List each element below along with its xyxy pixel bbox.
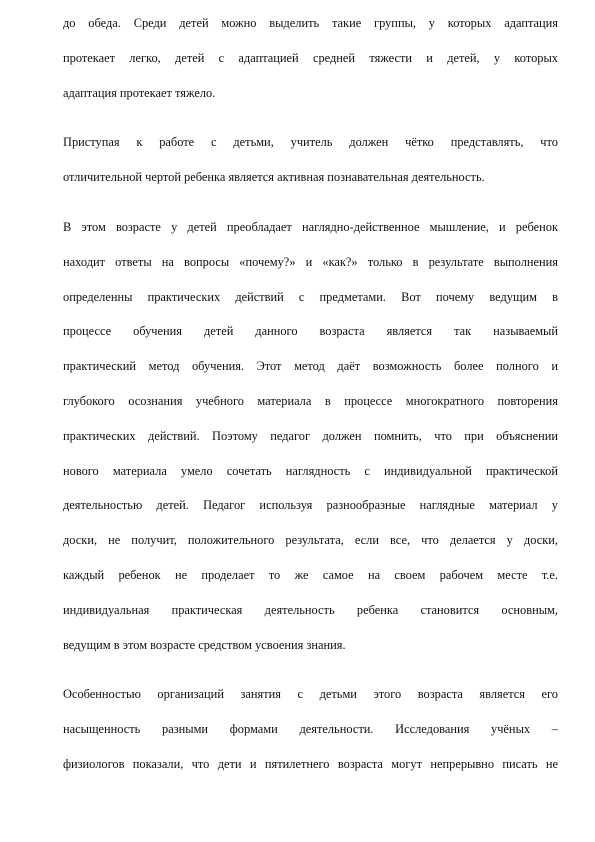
paragraph-1 [63,11,558,115]
paragraph-2 [63,130,558,200]
text-line: Приступая к работе с детьми, учитель должен чётко представлять, что [63,135,558,150]
text-line: каждый ребенок не проделает то же самое на своем рабочем месте т.е. [63,567,558,582]
text-line: нового материала умело сочетать наглядность с индивидуальной практической [63,463,558,478]
text-line: отличительной чертой ребенка является активная познавательная деятельность. [63,170,485,185]
paragraph-3 [63,215,558,667]
document-body [63,11,558,787]
paragraph-gap [63,115,558,130]
text-line: насыщенность разными формами деятельности. Исследования учёных – [63,722,558,737]
paragraph-gap [63,667,558,682]
text-line: до обеда. Среди детей можно выделить такие группы, у которых адаптация [63,16,558,30]
text-line: определенны практических действий с предметами. Вот почему ведущим в [63,289,558,304]
text-line: Особенностью организаций занятия с детьми этого возраста является его [63,687,558,702]
text-line: физиологов показали, что дети и пятилетнего возраста могут непрерывно писать не [63,756,558,771]
text-line: ведущим в этом возрасте средством усвоения знания. [63,637,346,652]
text-line: глубокого осознания учебного материала в процессе многократного повторения [63,393,558,408]
paragraph-4 [63,682,558,786]
text-line: доски, не получит, положительного результата, если все, что делается у доски, [63,533,558,548]
paragraph-gap [63,200,558,215]
text-line: адаптация протекает тяжело. [63,85,216,100]
text-line: протекает легко, детей с адаптацией средней тяжести и детей, у которых [63,50,558,65]
text-line: практический метод обучения. Этот метод даёт возможность более полного и [63,359,558,374]
text-line: находит ответы на вопросы «почему?» и «как?» только в результате выполнения [63,254,558,269]
text-line: индивидуальная практическая деятельность ребенка становится основным, [63,602,558,617]
text-line: процессе обучения детей данного возраста является так называемый [63,324,558,339]
text-line: В этом возрасте у детей преобладает наглядно-действенное мышление, и ребенок [63,219,558,234]
text-line: деятельностью детей. Педагог используя разнообразные наглядные материал у [63,498,558,513]
text-line: практических действий. Поэтому педагог должен помнить, что при объяснении [63,428,558,443]
